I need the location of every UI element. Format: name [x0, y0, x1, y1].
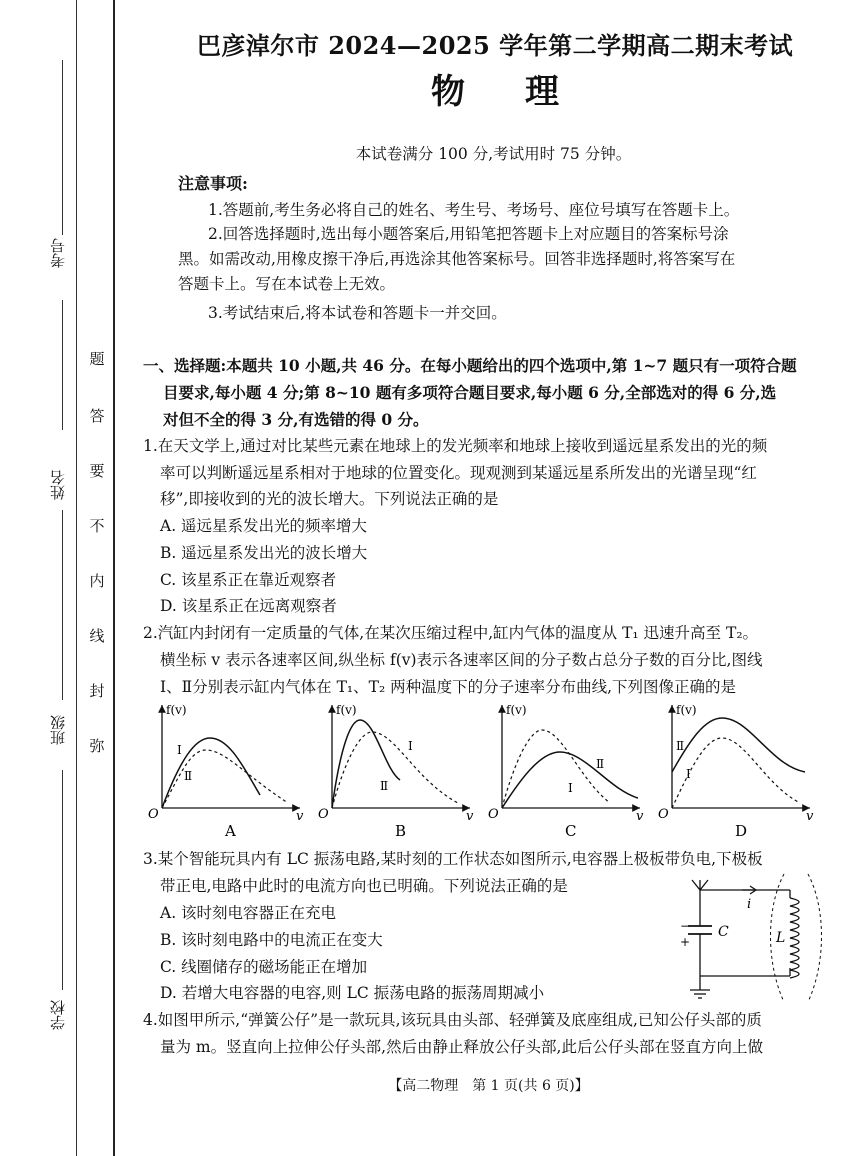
notice-line: 答题卡上。写在本试卷上无效。 [178, 275, 396, 293]
question-text: 率可以判断遥远星系相对于地球的位置变化。现观测到某遥远星系所发出的光谱呈现“红 [160, 464, 757, 482]
x-axis-label: v [466, 809, 474, 824]
graph-c [488, 703, 644, 840]
graph-b [318, 703, 474, 840]
curve-label: Ⅰ [686, 767, 691, 781]
option-c: C. 线圈储存的磁场能正在增加 [160, 958, 368, 976]
origin-label: O [658, 807, 669, 822]
origin-label: O [318, 807, 329, 822]
graph-letter: A [225, 822, 236, 840]
subject-title: 物理 [431, 72, 619, 112]
name-line [62, 300, 63, 430]
curve-label: Ⅱ [184, 769, 193, 783]
notice-line: 1.答题前,考生务必将自己的姓名、考生号、考场号、座位号填写在答题卡上。 [208, 201, 740, 219]
inductor-label: L [776, 930, 786, 946]
option-b: B. 遥远星系发出光的波长增大 [160, 544, 368, 562]
graph-letter: B [395, 822, 407, 840]
x-axis-label: v [806, 809, 814, 824]
y-axis-label: f(v) [166, 703, 187, 717]
curve-label: Ⅰ [568, 781, 573, 795]
section-instruction: 对但不全的得 3 分,有选错的得 0 分。 [163, 410, 429, 429]
seal-char: 答 [89, 407, 105, 425]
x-axis-label: v [636, 809, 644, 824]
option-d: D. 若增大电容器的电容,则 LC 振荡电路的振荡周期减小 [160, 984, 545, 1002]
exam-title: 巴彦淖尔市 2024—2025 学年第二学期高二期末考试 [196, 31, 794, 60]
class-label: 班级 [49, 715, 67, 745]
option-c: C. 该星系正在靠近观察者 [160, 571, 337, 589]
seal-char: 不 [89, 517, 105, 535]
notice-line: 2.回答选择题时,选出每小题答案后,用铅笔把答题卡上对应题目的答案标号涂 [208, 225, 729, 243]
question-text: 1.在天文学上,通过对比某些元素在地球上的发光频率和地球上接收到遥远星系发出的光的频 [143, 437, 768, 455]
plus-sign: + [680, 935, 691, 949]
notice-heading: 注意事项: [178, 174, 248, 193]
origin-label: O [488, 807, 499, 822]
distribution-graphs [140, 700, 840, 845]
question-text: 横坐标 v 表示各速率区间,纵坐标 f(v)表示各速率区间的分子数占总分子数的百分比,图线 [160, 651, 763, 669]
curve-label: Ⅰ [177, 743, 182, 757]
graph-letter: C [565, 822, 577, 840]
seal-char: 封 [89, 682, 105, 700]
y-axis-label: f(v) [506, 703, 527, 717]
seal-char: 内 [89, 572, 105, 590]
option-d: D. 该星系正在远离观察者 [160, 597, 337, 615]
question-text: 量为 m。竖直向上拉伸公仔头部,然后由静止释放公仔头部,此后公仔头部在竖直方向上做 [160, 1038, 763, 1056]
y-axis-label: f(v) [676, 703, 697, 717]
seal-char: 题 [89, 350, 105, 368]
seal-char: 弥 [89, 737, 105, 755]
graph-letter: D [735, 822, 748, 840]
current-label: i [747, 897, 752, 912]
curve-label: Ⅱ [676, 739, 685, 753]
curve-label: Ⅰ [408, 739, 413, 753]
origin-label: O [148, 807, 159, 822]
exam-number-label: 考号 [49, 238, 67, 268]
exam-intro: 本试卷满分 100 分,考试用时 75 分钟。 [355, 145, 632, 163]
minus-sign: − [680, 919, 691, 933]
option-a: A. 遥远星系发出光的频率增大 [160, 517, 368, 535]
seal-char: 要 [89, 462, 105, 480]
notice-line: 黑。如需改动,用橡皮擦干净后,再选涂其他答案标号。回答非选择题时,将答案写在 [178, 250, 736, 268]
question-text: 2.汽缸内封闭有一定质量的气体,在某次压缩过程中,缸内气体的温度从 T₁ 迅速升高至 T₂。 [143, 624, 759, 642]
question-text: 3.某个智能玩具内有 LC 振荡电路,某时刻的工作状态如图所示,电容器上极板带负电,下极板 [143, 850, 763, 868]
question-text: 带正电,电路中此时的电流方向也已明确。下列说法正确的是 [160, 877, 568, 895]
class-line [62, 510, 63, 700]
section-instruction: 一、选择题:本题共 10 小题,共 46 分。在每小题给出的四个选项中,第 1~7 题只有一项符合题 [143, 356, 797, 375]
curve-label: Ⅱ [596, 757, 605, 771]
page-footer: 【高二物理 第 1 页(共 6 页)】 [388, 1078, 589, 1094]
binding-line [113, 0, 115, 1156]
option-b: B. 该时刻电路中的电流正在变大 [160, 931, 383, 949]
y-axis-label: f(v) [336, 703, 357, 717]
section-instruction: 目要求,每小题 4 分;第 8~10 题有多项符合题目要求,每小题 6 分,全部选对的得 6 分,选 [163, 383, 777, 402]
curve-label: Ⅱ [380, 779, 389, 793]
graph-a [148, 703, 304, 840]
lc-circuit-diagram [670, 868, 830, 1008]
school-line [62, 770, 63, 990]
notice-line: 3.考试结束后,将本试卷和答题卡一并交回。 [208, 304, 507, 322]
capacitor-label: C [718, 924, 729, 940]
name-label: 姓名 [49, 470, 67, 500]
x-axis-label: v [296, 809, 304, 824]
graph-d [658, 703, 814, 840]
question-text: Ⅰ、Ⅱ分别表示缸内气体在 T₁、T₂ 两种温度下的分子速率分布曲线,下列图像正确的是 [160, 678, 737, 696]
margin-dashed-line [76, 0, 77, 1156]
question-text: 移”,即接收到的光的波长增大。下列说法正确的是 [160, 490, 499, 508]
option-a: A. 该时刻电容器正在充电 [160, 904, 337, 922]
school-label: 学校 [49, 1000, 67, 1030]
seal-char: 线 [89, 627, 105, 645]
question-text: 4.如图甲所示,“弹簧公仔”是一款玩具,该玩具由头部、轻弹簧及底座组成,已知公仔头部的质 [143, 1011, 762, 1029]
